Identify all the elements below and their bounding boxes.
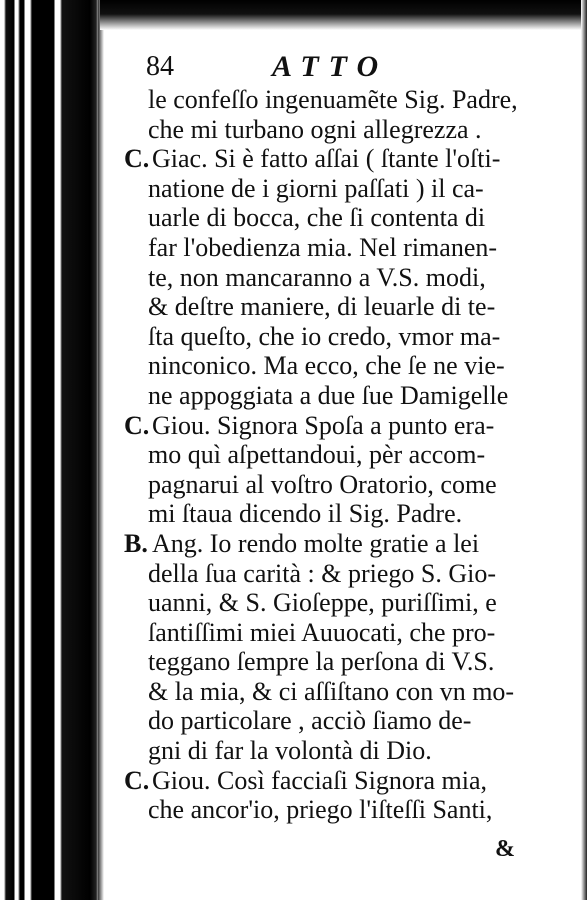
page-header — [146, 46, 546, 86]
line-text: far l'obedienza mia. Nel rimanen- — [148, 232, 498, 262]
text-line — [110, 736, 565, 766]
book-binding — [0, 0, 100, 900]
speaker-marker: C. — [124, 410, 150, 440]
line-text: uarle di bocca, che ſi contenta di — [148, 203, 486, 233]
text-body — [110, 85, 565, 825]
text-line — [110, 322, 565, 352]
line-text: le confeſſo ingenuamẽte Sig. Padre, — [148, 85, 518, 114]
text-line — [110, 203, 565, 233]
text-line — [110, 766, 565, 796]
line-text: ninconico. Ma ecco, che ſe ne vie- — [148, 351, 505, 381]
line-text: do particolare , acciò ſiamo de- — [148, 706, 472, 736]
line-text: Ang. Io rendo molte gratie a lei — [152, 528, 480, 558]
line-text: te, non mancaranno a V.S. modi, — [148, 262, 486, 292]
line-text: che mi turbano ogni allegrezza . — [148, 114, 482, 144]
text-line — [110, 351, 565, 381]
catchword: & — [495, 836, 515, 862]
text-line — [110, 588, 565, 618]
page-number: 84 — [146, 51, 174, 82]
line-text: natione de i giorni paſſati ) il ca- — [148, 173, 484, 203]
text-line — [110, 144, 565, 174]
line-text: Giou. Così facciaſi Signora mia, — [152, 765, 488, 795]
line-text: teggano ſempre la perſona di V.S. — [148, 647, 495, 677]
line-text: della ſua carità : & priego S. Gio- — [148, 558, 497, 588]
line-text: Giou. Signora Spoſa a punto era- — [152, 410, 495, 440]
text-line — [110, 381, 565, 411]
line-text: ne appoggiata a due ſue Damigelle — [148, 380, 509, 410]
line-text: ſantiſſimi miei Auuocati, che pro- — [148, 617, 496, 647]
text-line — [110, 559, 565, 589]
text-line — [110, 499, 565, 529]
text-line — [110, 292, 565, 322]
line-text: gni di far la volontà di Dio. — [148, 736, 432, 766]
text-line — [110, 647, 565, 677]
text-line — [110, 411, 565, 441]
text-line — [110, 470, 565, 500]
text-line — [110, 263, 565, 293]
line-text: mi ſtaua dicendo il Sig. Padre. — [148, 499, 463, 529]
speaker-marker: C. — [124, 765, 150, 795]
line-text: che ancor'io, priego l'iſteſſi Santi, — [148, 795, 493, 825]
line-text: pagnarui al voſtro Oratorio, come — [148, 469, 497, 499]
line-text: uanni, & S. Gioſeppe, puriſſimi, e — [148, 588, 497, 618]
text-line — [110, 795, 565, 825]
running-head: ATTO — [272, 50, 389, 83]
line-text: Giac. Si è fatto aſſai ( ſtante l'oſti- — [152, 144, 501, 174]
text-line — [110, 618, 565, 648]
line-text: & la mia, & ci aſſiſtano con vn mo- — [148, 676, 515, 706]
speaker-marker: C. — [124, 144, 150, 174]
line-text: ſta queſto, che io credo, vmor ma- — [148, 321, 501, 351]
text-line — [110, 706, 565, 736]
top-shadow — [100, 0, 587, 30]
line-text: & deſtre maniere, di leuarle di te- — [148, 292, 496, 322]
text-line — [110, 233, 565, 263]
text-line — [110, 85, 565, 115]
text-line — [110, 115, 565, 145]
text-line — [110, 677, 565, 707]
text-line — [110, 440, 565, 470]
right-page-edge — [581, 0, 587, 900]
text-line — [110, 529, 565, 559]
line-text: mo quì aſpettandoui, pèr accom- — [148, 440, 486, 470]
text-line — [110, 174, 565, 204]
speaker-marker: B. — [124, 528, 148, 558]
book-page — [110, 40, 565, 890]
binding-edge — [98, 0, 104, 900]
